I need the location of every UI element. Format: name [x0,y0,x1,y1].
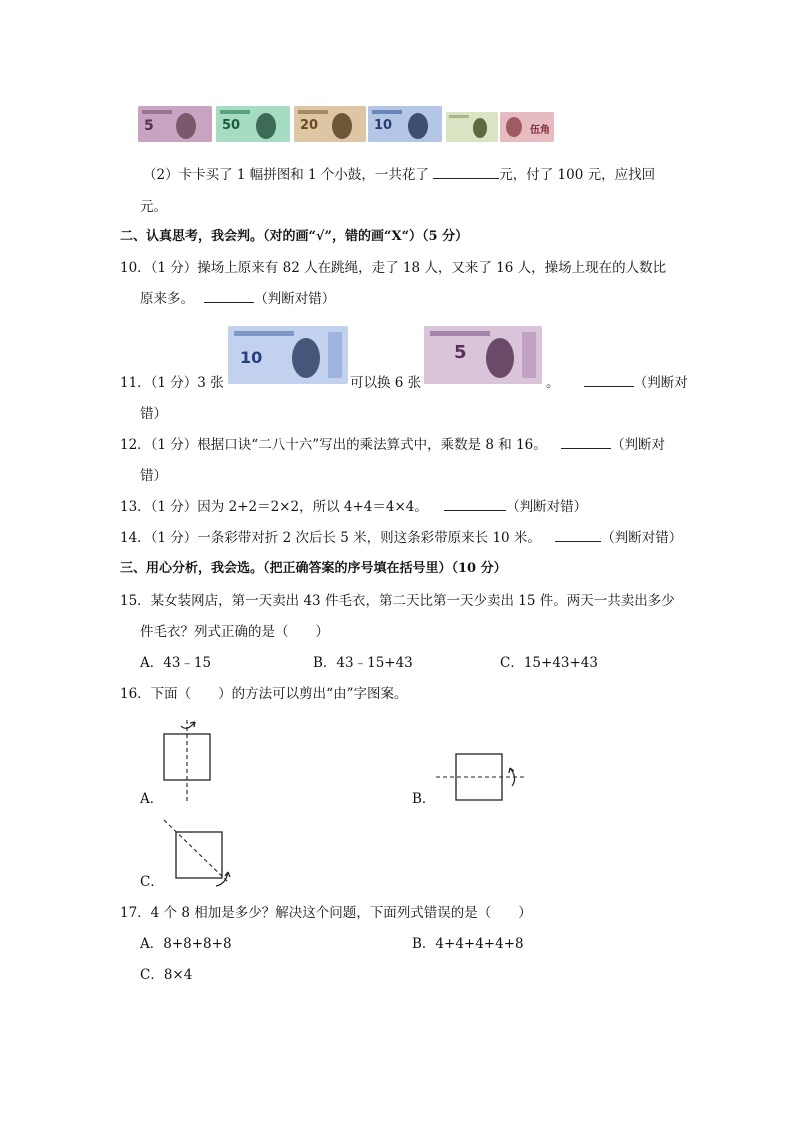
q17-option-b[interactable]: B．4+4+4+4+8 [412,936,524,952]
q9-2-line1: （2）卡卡买了 1 幅拼图和 1 个小鼓，一共花了 元，付了 100 元，应找回 [143,167,656,183]
answer-blank[interactable] [584,374,634,387]
answer-blank[interactable] [555,529,601,542]
banknote-5-jiao [500,112,554,142]
banknote-value: 伍角 [530,125,550,136]
banknote-portrait-icon [424,326,542,384]
q11-mid: 可以换 6 张 [350,375,422,391]
banknote-20-yuan [294,106,366,142]
q16-label-a[interactable]: A． [140,791,164,807]
banknote-10-yuan-large [228,326,348,384]
banknote-value: 10 [374,118,393,133]
q16-label-b[interactable]: B． [412,791,436,807]
banknote-value: 5 [454,342,467,363]
banknote-portrait-icon [446,112,498,142]
banknote-50-yuan [216,106,290,142]
q9-2-line2: 元。 [140,199,167,215]
q15-line2: 件毛衣？列式正确的是（ ） [140,624,329,640]
banknote-1-yuan [446,112,498,142]
answer-blank[interactable] [433,166,499,179]
q16-line: 16．下面（ ）的方法可以剪出“由”字图案。 [120,686,408,702]
banknote-value: 10 [240,348,263,367]
q15-option-b[interactable]: B．43﹣15+43 [313,655,413,671]
banknote-5-yuan [138,106,212,142]
section3-heading: 三、用心分析，我会选。（把正确答案的序号填在括号里）（10 分） [120,561,507,576]
banknote-value: 50 [222,118,241,133]
banknote-value: 5 [144,118,154,134]
q14-line: 14．（1 分）一条彩带对折 2 次后长 5 米，则这条彩带原来长 10 米。 （判断对错） [120,530,683,546]
fold-diagram-a-icon [155,712,225,804]
fold-diagram-b-icon [432,748,528,808]
q17-option-c[interactable]: C．8×4 [140,967,193,983]
q13-line: 13．（1 分）因为 2+2＝2×2，所以 4+4＝4×4。 （判断对错） [120,499,588,515]
q12-line1: 12．（1 分）根据口诀“二八十六”写出的乘法算式中，乘数是 8 和 16。 （判断对 [120,437,666,453]
q17-option-a[interactable]: A．8+8+8+8 [140,936,232,952]
banknote-5-yuan-large [424,326,542,384]
section2-heading: 二、认真思考，我会判。（对的画“√”，错的画“X“）（5 分） [120,229,469,244]
q15-option-a[interactable]: A．43﹣15 [140,655,212,671]
q11-line1: 11．（1 分）3 张 [120,375,224,391]
q10-line1: 10．（1 分）操场上原来有 82 人在跳绳，走了 18 人，又来了 16 人，操场上现在的人数比 [120,260,667,276]
q16-label-c[interactable]: C． [140,874,164,890]
q11-line2: 错） [140,406,167,422]
q11-end: 。 （判断对 [546,375,688,391]
answer-blank[interactable] [444,498,506,511]
q17-line: 17．4 个 8 相加是多少？解决这个问题，下面列式错误的是（ ） [120,905,532,921]
banknote-10-yuan [368,106,442,142]
fold-diagram-c-icon [158,816,238,888]
q10-line2: 原来多。 （判断对错） [140,291,336,307]
q15-option-c[interactable]: C．15+43+43 [500,655,598,671]
q15-line1: 15．某女装网店，第一天卖出 43 件毛衣，第二天比第一天少卖出 15 件。两天一共卖出多少 [120,593,675,609]
q12-line2: 错） [140,468,167,484]
answer-blank[interactable] [561,436,611,449]
banknote-value: 20 [300,118,319,133]
answer-blank[interactable] [204,290,254,303]
